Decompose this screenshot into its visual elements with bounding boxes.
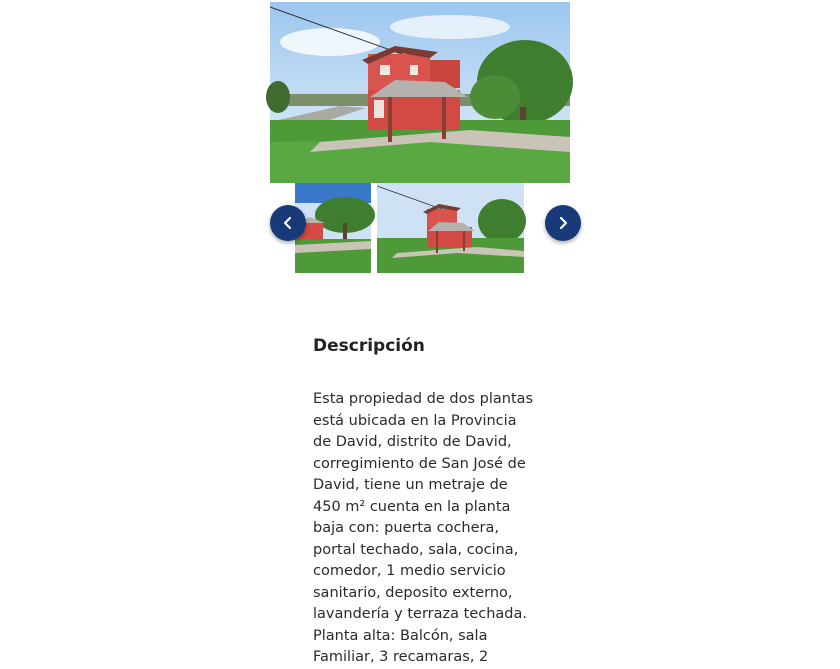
description-title: Descripción: [313, 336, 425, 356]
thumbnail-2[interactable]: [377, 183, 524, 273]
description-text: Esta propiedad de dos plantas está ubicada en la Provincia de David, distrito de David, corregimiento de San José de David, tiene un metraje de 450 m² cuenta en la planta baja con: puerta cochera, portal techado, sala, cocina, comedor, 1 medio servicio sanitario, deposito externo, lavandería y terraza techada. Planta alta: Balcón, sala Familiar, 3 recamaras, 2: [313, 391, 534, 665]
house-photo-icon: [270, 2, 570, 183]
gallery-next-button[interactable]: [545, 205, 581, 241]
house-photo-icon: [377, 183, 524, 273]
gallery-prev-button[interactable]: [270, 205, 306, 241]
chevron-left-icon: [281, 216, 295, 230]
main-photo[interactable]: [270, 2, 570, 183]
description-section: [313, 333, 535, 669]
thumbnail-1[interactable]: [295, 183, 371, 273]
yard-photo-icon: [295, 183, 371, 273]
chevron-right-icon: [556, 216, 570, 230]
